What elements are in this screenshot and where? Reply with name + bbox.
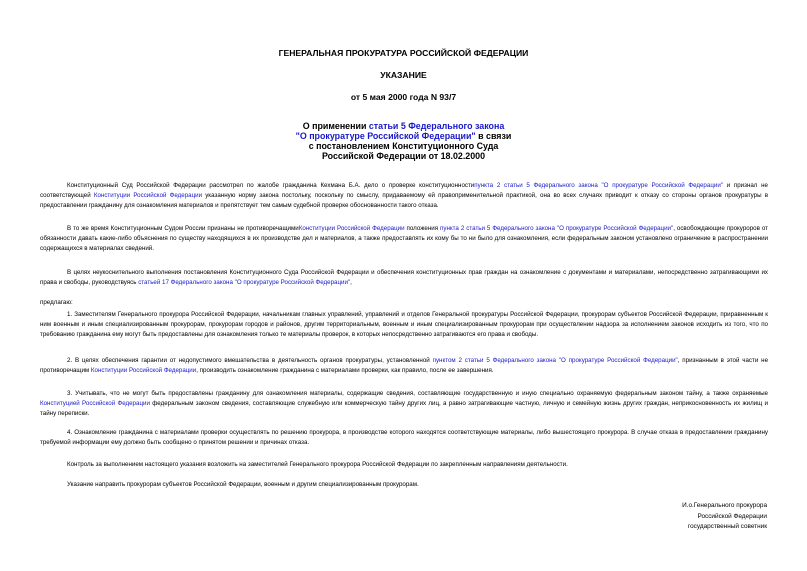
paragraph-text: 3. Учитывать, что не могут быть предоставлены гражданину для ознакомления материалы, содержащие сведения, составляющие государственную и иную специально охраняемую федеральным законом тайну, а также охраняемые <box>67 390 768 397</box>
paragraph-text: указанную норму закона постольку, поскольку по смыслу, придаваемому ей правоприменительной практикой, она во всех случаях приводит к отказу со стороны органов прокуратуры в предоставлении гражданину для ознакомления материалов и препятствует тем самым судебной проверке обоснованности такого отказа. <box>40 192 768 209</box>
title-link-law-name[interactable]: "О прокуратуре Российской Федерации" <box>295 131 476 141</box>
paragraph-text: 4. Ознакомление гражданина с материалами проверки осуществлять по решению прокурора, в производстве которого находятся соответствующие материалы, либо вышестоящего прокурора. В случае отказа в предоставлении гражданину требуемой информации ему должно быть сообщено о принятом решении и причинах отказа. <box>40 429 768 446</box>
title-link-article-5[interactable]: статьи 5 Федерального закона <box>368 121 505 131</box>
title-line-3: с постановлением Конституционного Суда <box>308 141 499 151</box>
link-article-5-point-2[interactable]: пунктом 2 статьи 5 Федерального закона "О прокуратуре Российской Федерации" <box>432 357 678 364</box>
title-line-4: Российской Федерации от 18.02.2000 <box>321 151 486 161</box>
paragraph-text: Указание направить прокурорам субъектов Российской Федерации, военным и другим специализированным прокурорам. <box>67 481 419 488</box>
paragraph-1 <box>40 181 768 211</box>
paragraph-text: , <box>350 279 352 286</box>
paragraph-text: , признанным в этой части не противоречащим <box>40 357 769 374</box>
paragraph-item-1 <box>40 310 768 340</box>
paragraph-text: 2. В целях обеспечения гарантии от недопустимого вмешательства в деятельность органов прокуратуры, установленной <box>67 357 433 364</box>
paragraph-propose: предлагаю: <box>40 299 73 306</box>
paragraph-2 <box>40 224 768 254</box>
paragraph-item-2 <box>40 356 768 376</box>
paragraph-item-3 <box>40 389 768 419</box>
signature-line-2: Российской Федерации <box>697 512 767 520</box>
paragraph-text: Контроль за выполнением настоящего указания возложить на заместителей Генерального прокурора Российской Федерации по закрепленным направлениям деятельности. <box>67 461 568 468</box>
link-constitution[interactable]: Конституции Российской Федерации <box>93 192 203 199</box>
signature-block <box>682 501 767 533</box>
paragraph-text: , производить ознакомление гражданина с материалами проверки, как правило, после ее завершения. <box>196 367 494 374</box>
signature-line-1: И.о.Генерального прокурора <box>682 502 767 509</box>
organization-heading: ГЕНЕРАЛЬНАЯ ПРОКУРАТУРА РОССИЙСКОЙ ФЕДЕРАЦИИ <box>278 48 529 58</box>
link-article-5-point-2[interactable]: пункта 2 статьи 5 Федерального закона "О прокуратуре Российской Федерации" <box>474 182 723 189</box>
title-text: О применении <box>302 121 369 131</box>
title-line-2 <box>0 131 807 141</box>
title-text: в связи <box>475 131 512 141</box>
document-type-heading: УКАЗАНИЕ <box>380 70 427 80</box>
paragraph-text: и признал не соответствующей <box>40 182 768 199</box>
paragraph-3 <box>40 268 768 288</box>
link-constitution[interactable]: Конституции Российской Федерации <box>298 225 405 232</box>
paragraph-item-4 <box>40 428 768 448</box>
paragraph-text: положения <box>404 225 441 232</box>
paragraph-text: 1. Заместителям Генерального прокурора Российской Федерации, начальникам главных управлений, управлений и отделов Генеральной прокуратуры Российской Федерации, прокурорам субъектов Российской Федерации, приравненным к ним военным и иным специализированным прокурорам, прокурорам городов и районов, другим территориальным, военным и иным специализированным прокурорам при осуществлении надзора за исполнением законов исходить из того, что по требованию гражданина ему могут быть предоставлены для ознакомления только те материалы проверок, в которых непосредственно затрагиваются его права и свободы. <box>40 311 768 338</box>
paragraph-text: Конституционный Суд Российской Федерации рассмотрел по жалобе гражданина Кехмана Б.А. дело о проверке конституционности <box>67 182 475 189</box>
link-constitution[interactable]: Конституцией Российской Федерации <box>40 400 150 407</box>
document-date-heading: от 5 мая 2000 года N 93/7 <box>350 92 457 102</box>
paragraph-text: В целях неукоснительного выполнения постановления Конституционного Суда Российской Федерации и обеспечения конституционных прав граждан на ознакомление с документами и материалами, непосредственно затрагивающими их права и свободы, руководствуясь <box>40 269 768 286</box>
paragraph-send <box>40 480 768 490</box>
signature-line-3: государственный советник <box>687 523 767 530</box>
title-line-1 <box>0 121 807 131</box>
paragraph-text: федеральным законом сведения, составляющие служебную или коммерческую тайну других лиц, а равно затрагивающие частную, личную и семейную жизнь других граждан, неприкосновенность их жилищ и тайну переписки. <box>40 400 768 417</box>
paragraph-control <box>40 460 768 470</box>
paragraph-text: , освобождающие прокуроров от обязанности давать какие-либо объяснения по существу находящихся в их производстве дел и материалов, а также предоставлять их кому бы то ни было для ознакомления, если федеральным законом установлено ограничение в распространении содержащихся в материалах сведений. <box>40 225 769 252</box>
link-article-17[interactable]: статьей 17 Федерального закона "О прокуратуре Российской Федерации" <box>138 279 351 286</box>
link-article-5-point-2[interactable]: пункта 2 статьи 5 Федерального закона "О прокуратуре Российской Федерации" <box>440 225 674 232</box>
link-constitution[interactable]: Конституции Российской Федерации <box>90 367 197 374</box>
paragraph-text: В то же время Конституционным Судом России признаны не противоречащими <box>67 225 299 232</box>
